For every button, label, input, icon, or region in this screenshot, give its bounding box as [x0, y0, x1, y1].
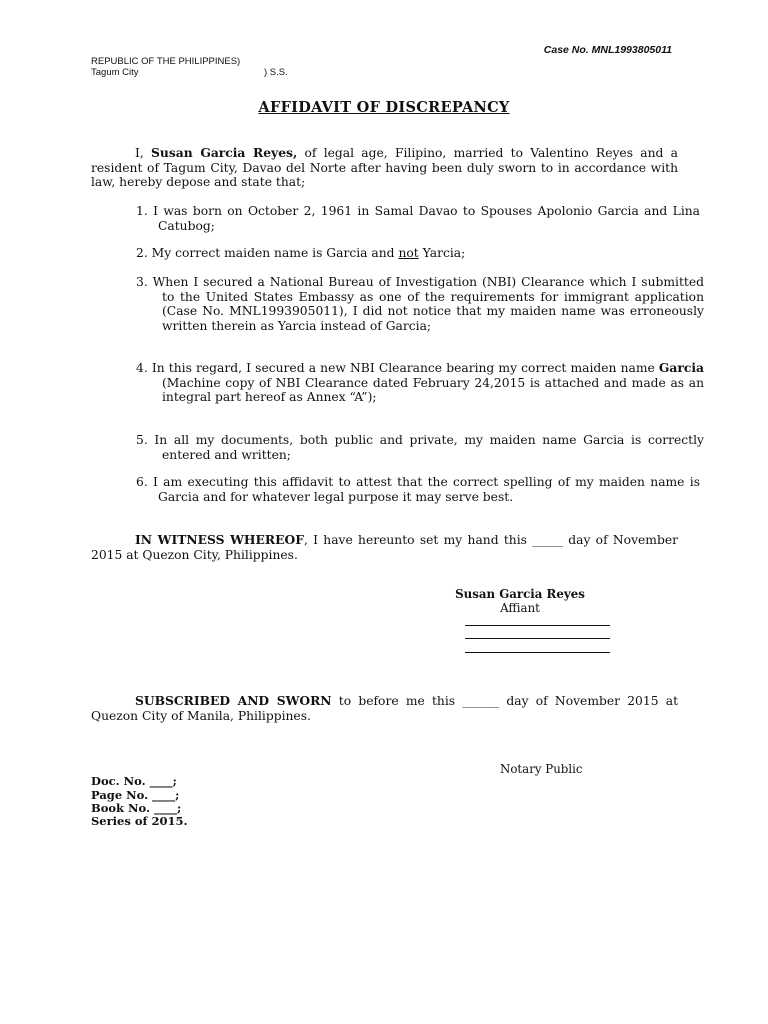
witness-rest: , I have hereunto set my hand this _____ day of November 2015 at Quezon City, Philippines.: [91, 533, 678, 562]
witness-paragraph: [91, 533, 678, 562]
notary-public-label: Notary Public: [500, 762, 583, 776]
list-item: [136, 246, 678, 261]
sworn-paragraph: [91, 694, 678, 723]
signature-line: [465, 638, 610, 639]
affiant-name-inline: Susan Garcia Reyes,: [151, 145, 298, 160]
item-4-end: (Machine copy of NBI Clearance dated February 24,2015 is attached and made as an integral part hereof as Annex “A”);: [162, 375, 704, 405]
item-5: 5. In all my documents, both public and private, my maiden name Garcia is correctly entered and written;: [136, 433, 704, 462]
affiant-name: Susan Garcia Reyes: [455, 587, 585, 601]
witness-bold: IN WITNESS WHEREOF: [135, 532, 304, 547]
case-number: Case No. MNL1993805011: [543, 44, 672, 56]
sworn-bold: SUBSCRIBED AND SWORN: [135, 693, 332, 708]
page-no: Page No. ____;: [91, 788, 180, 802]
intro-rest: of legal age, Filipino, married to Valentino Reyes and a resident of Tagum City, Davao del Norte after having been duly sworn to in accordance with law, hereby depose and state that;: [91, 146, 678, 190]
list-item: [136, 361, 704, 405]
book-no: Book No. ____;: [91, 801, 182, 815]
list-item: [136, 433, 704, 462]
document-title: AFFIDAVIT OF DISCREPANCY: [258, 99, 510, 116]
series: Series of 2015.: [91, 814, 188, 828]
affiant-label: Affiant: [500, 601, 540, 615]
item-2-text: 2. My correct maiden name is Garcia and: [136, 246, 399, 260]
intro-paragraph: [91, 146, 678, 190]
signature-line: [465, 652, 610, 653]
item-4-text: 4. In this regard, I secured a new NBI Clearance bearing my correct maiden name: [136, 361, 659, 375]
item-4-bold: Garcia: [658, 360, 704, 375]
item-2-not: not: [398, 246, 419, 260]
item-6: 6. I am executing this affidavit to attest that the correct spelling of my maiden name is Garcia and for whatever legal purpose it may serve best.: [136, 475, 700, 504]
sworn-rest: to before me this ______ day of November 2015 at Quezon City of Manila, Philippines.: [91, 694, 679, 723]
intro-lead: I,: [135, 146, 152, 160]
item-2-end: Yarcia;: [418, 246, 466, 260]
signature-line: [465, 625, 610, 626]
venue-republic: REPUBLIC OF THE PHILIPPINES): [91, 56, 241, 67]
venue-ss: ) S.S.: [264, 67, 288, 78]
item-1: 1. I was born on October 2, 1961 in Samal Davao to Spouses Apolonio Garcia and Lina Catubog;: [136, 204, 700, 233]
item-3: 3. When I secured a National Bureau of Investigation (NBI) Clearance which I submitted to the United States Embassy as one of the requirements for immigrant application (Case No. MNL1993905011), I did not notice that my maiden name was erroneously written therein as Yarcia instead of Garcia;: [136, 275, 704, 334]
doc-no: Doc. No. ____;: [91, 774, 177, 788]
list-item: [136, 475, 700, 504]
list-item: [136, 204, 700, 233]
venue-city: Tagum City: [91, 67, 139, 78]
list-item: [136, 275, 704, 334]
